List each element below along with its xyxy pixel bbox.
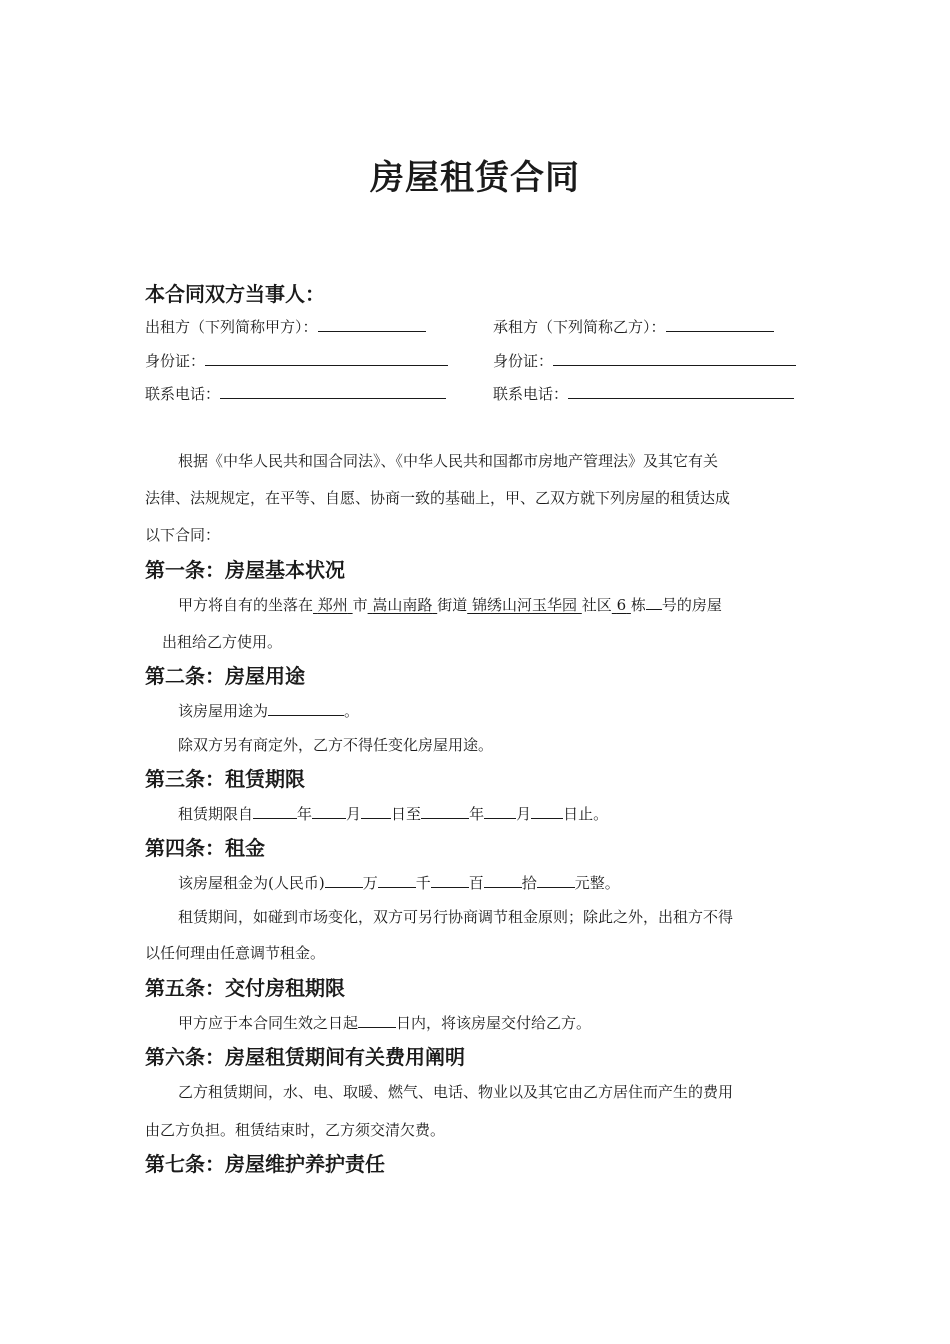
article-4-line-3: 以任何理由任意调节租金。	[145, 944, 326, 962]
community-value: 锦绣山河玉华园	[471, 596, 577, 614]
start-month-blank[interactable]	[312, 804, 346, 819]
lessee-label: 承租方（下列简称乙方）：	[493, 318, 666, 336]
rent-shi-blank[interactable]	[484, 873, 522, 888]
article-4-line-2: 租赁期间，如碰到市场变化，双方可另行协商调节租金原则；除此之外，出租方不得	[178, 908, 734, 926]
lessor-label: 出租方（下列简称甲方）：	[145, 318, 318, 336]
rent-yuan-blank[interactable]	[537, 873, 575, 888]
usage-blank[interactable]	[268, 701, 344, 716]
start-day-blank[interactable]	[361, 804, 391, 819]
lessor-phone-blank[interactable]	[220, 384, 446, 399]
article-1-line-2: 出租给乙方使用。	[162, 633, 283, 651]
lessee-phone-row	[493, 383, 794, 404]
end-year-blank[interactable]	[421, 804, 469, 819]
article-5-line-1: 甲方应于本合同生效之日起 日内，将该房屋交付给乙方。	[178, 1014, 592, 1032]
preamble-line-1: 根据《中华人民共和国合同法》、《中华人民共和国都市房地产管理法》及其它有关	[178, 452, 719, 470]
end-month-blank[interactable]	[484, 804, 516, 819]
lessor-phone-row	[145, 383, 446, 404]
document-title: 房屋租赁合同	[370, 158, 580, 198]
article-4-heading: 第四条：租金	[145, 836, 265, 860]
article-6-heading: 第六条：房屋租赁期间有关费用阐明	[145, 1045, 465, 1069]
unit-number-blank[interactable]	[646, 595, 662, 610]
road-value: 嵩山南路	[372, 596, 433, 614]
rent-bai-blank[interactable]	[431, 873, 469, 888]
lessor-id-label: 身份证：	[145, 352, 206, 370]
lessee-phone-blank[interactable]	[568, 384, 794, 399]
preamble-line-2: 法律、法规规定，在平等、自愿、协商一致的基础上，甲、乙双方就下列房屋的租赁达成	[145, 489, 731, 507]
lessee-id-row	[493, 350, 796, 371]
rent-qian-blank[interactable]	[378, 873, 416, 888]
lessee-phone-label: 联系电话：	[493, 385, 569, 403]
article-3-line-1: 租赁期限自 年 月 日至 年 月 日止。	[178, 805, 609, 823]
article-3-heading: 第三条：租赁期限	[145, 767, 305, 791]
article-7-heading: 第七条：房屋维护养护责任	[145, 1152, 385, 1176]
article-1-heading: 第一条：房屋基本状况	[145, 558, 345, 582]
article-6-line-2: 由乙方负担。租赁结束时，乙方须交清欠费。	[145, 1121, 446, 1139]
lessor-phone-label: 联系电话：	[145, 385, 221, 403]
article-1-line-1: 甲方将自有的坐落在 郑州 市 嵩山南路 街道 锦绣山河玉华园 社区 6 栋 号的房屋	[178, 596, 722, 614]
lessee-id-blank[interactable]	[553, 351, 796, 366]
rent-wan-blank[interactable]	[325, 873, 363, 888]
article-5-heading: 第五条：交付房租期限	[145, 976, 345, 1000]
article-2-line-2: 除双方另有商定外，乙方不得任变化房屋用途。	[178, 736, 494, 754]
lessor-id-blank[interactable]	[205, 351, 448, 366]
article-6-line-1: 乙方租赁期间，水、电、取暖、燃气、电话、物业以及其它由乙方居住而产生的费用	[178, 1083, 734, 1101]
lessee-row	[493, 316, 774, 337]
lessor-blank[interactable]	[318, 317, 426, 332]
lessor-id-row	[145, 350, 448, 371]
parties-heading: 本合同双方当事人：	[145, 282, 325, 306]
city-value: 郑州	[317, 596, 348, 614]
start-year-blank[interactable]	[253, 804, 297, 819]
building-value: 6	[616, 596, 627, 614]
end-day-blank[interactable]	[531, 804, 563, 819]
article-2-heading: 第二条：房屋用途	[145, 664, 305, 688]
preamble-line-3: 以下合同：	[145, 526, 221, 544]
lessor-row	[145, 316, 426, 337]
article-4-line-1: 该房屋租金为(人民币) 万 千 百 拾 元整。	[178, 874, 620, 892]
delivery-days-blank[interactable]	[358, 1013, 396, 1028]
lessee-id-label: 身份证：	[493, 352, 554, 370]
lessee-blank[interactable]	[666, 317, 774, 332]
article-2-line-1: 该房屋用途为 。	[178, 702, 360, 720]
